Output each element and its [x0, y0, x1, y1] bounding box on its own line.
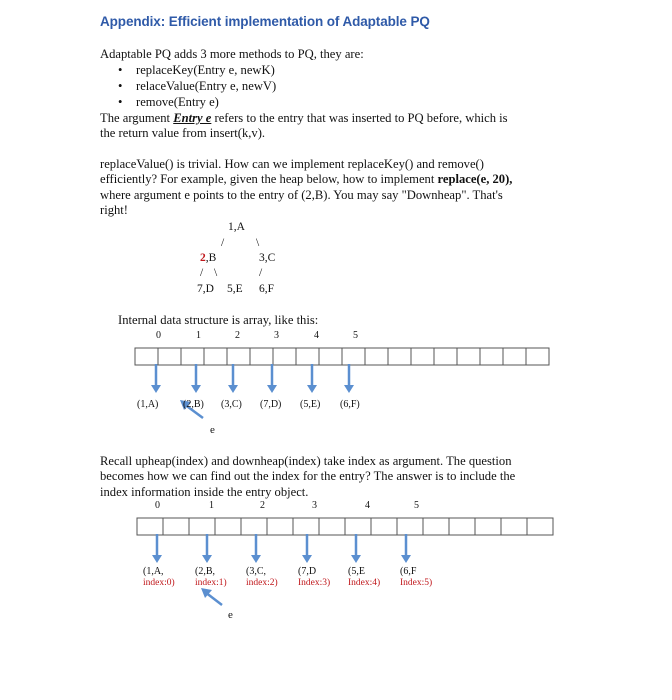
question-line-2-pre: efficiently? For example, given the heap below, how to implement — [100, 172, 438, 186]
diagram1-index-3: 3 — [274, 330, 279, 341]
diagram1-cell — [158, 348, 181, 365]
diagram1-index-4: 4 — [314, 330, 319, 341]
diagram1-cell — [319, 348, 342, 365]
diagram2-arrowhead-2 — [251, 555, 261, 563]
diagram1-arrowhead-2 — [228, 385, 238, 393]
tree-node-left-key: 2 — [200, 252, 206, 264]
argument-pre: The argument — [100, 111, 174, 125]
diagram1-index-5: 5 — [353, 330, 358, 341]
diagram1-caption: Internal data structure is array, like this: — [118, 313, 319, 327]
tree-edge-left-left: / — [200, 267, 204, 279]
tree-root: 1,A — [228, 221, 245, 233]
diagram1-index-2: 2 — [235, 330, 240, 341]
diagram1-arrowhead-5 — [344, 385, 354, 393]
diagram2-cell — [449, 518, 475, 535]
diagram1-entry-5: (6,F) — [340, 399, 360, 410]
diagram1-cell — [434, 348, 457, 365]
diagram1-entry-0: (1,A) — [137, 399, 159, 410]
diagram2-index-label-3: Index:3) — [298, 578, 331, 588]
recall-line-2: becomes how we can find out the index for the entry? The answer is to include the — [100, 469, 516, 483]
diagram2-index-label-5: Index:5) — [400, 578, 433, 588]
diagram2-entry-0: (1,A, — [143, 566, 164, 577]
diagram2-cell — [189, 518, 215, 535]
diagram1-entry-2: (3,C) — [221, 399, 242, 410]
diagram1-cell — [135, 348, 158, 365]
recall-line-1: Recall upheap(index) and downheap(index) take index as argument. The question — [100, 454, 512, 468]
diagram2-pointer-label: e — [228, 609, 233, 621]
diagram2-entry-4: (5,E — [348, 566, 365, 577]
method-item-2: • relaceValue(Entry e, newV) — [118, 79, 277, 93]
diagram2-entry-5: (6,F — [400, 566, 417, 577]
diagram1-cell — [204, 348, 227, 365]
method-item-1: • replaceKey(Entry e, newK) — [118, 63, 275, 77]
question-replace-call: replace(e, 20), — [437, 172, 513, 186]
diagram2-index-label-2: index:2) — [246, 578, 278, 588]
tree-node-lr: 5,E — [227, 283, 243, 295]
diagram1-entry-1: (2,B) — [183, 399, 204, 410]
diagram2-cell — [475, 518, 501, 535]
diagram1-cell — [388, 348, 411, 365]
diagram1-arrowhead-4 — [307, 385, 317, 393]
diagram1-index-0: 0 — [156, 330, 161, 341]
diagram1-cell — [250, 348, 273, 365]
intro-text: Adaptable PQ adds 3 more methods to PQ, they are: — [100, 47, 364, 61]
diagram1-pointer-label: e — [210, 424, 215, 436]
diagram2-cell — [267, 518, 293, 535]
diagram2-index-1: 1 — [209, 500, 214, 511]
diagram2-array-cells — [137, 518, 553, 535]
diagram1-array-cells — [135, 348, 549, 365]
diagram2-cell — [371, 518, 397, 535]
question-line-3: where argument e points to the entry of (2,B). You may say "Downheap". That's — [100, 188, 503, 202]
diagram2-entry-1: (2,B, — [195, 566, 215, 577]
tree-node-left-value: ,B — [205, 252, 217, 264]
diagram1-cell — [227, 348, 250, 365]
tree-edge-right-left: / — [259, 267, 263, 279]
diagram2-arrowhead-0 — [152, 555, 162, 563]
diagram2-cell — [397, 518, 423, 535]
tree-edge-left-right: \ — [214, 267, 218, 279]
diagram1-arrowhead-0 — [151, 385, 161, 393]
diagram2-index-2: 2 — [260, 500, 265, 511]
diagram2-index-5: 5 — [414, 500, 419, 511]
diagram2-index-label-1: index:1) — [195, 578, 227, 588]
argument-entry-term: Entry e — [173, 111, 212, 125]
diagram2-cell — [319, 518, 345, 535]
diagram1-cell — [273, 348, 296, 365]
diagram2-index-0: 0 — [155, 500, 160, 511]
diagram2-arrowhead-4 — [351, 555, 361, 563]
recall-line-3: index information inside the entry object. — [100, 485, 309, 499]
method-label-3: remove(Entry e) — [136, 95, 219, 109]
diagram1-cell — [342, 348, 365, 365]
argument-post: refers to the entry that was inserted to PQ before, which is — [211, 111, 508, 125]
diagram1-index-1: 1 — [196, 330, 201, 341]
tree-edge-root-right: \ — [256, 237, 260, 249]
diagram1-cell — [503, 348, 526, 365]
tree-node-rl: 6,F — [259, 283, 275, 295]
diagram2-index-label-4: Index:4) — [348, 578, 381, 588]
diagram2-cell — [527, 518, 553, 535]
method-label-2: relaceValue(Entry e, newV) — [136, 79, 277, 93]
diagram1-cell — [526, 348, 549, 365]
page-heading: Appendix: Efficient implementation of Adaptable PQ — [100, 14, 430, 29]
question-line-1: replaceValue() is trivial. How can we implement replaceKey() and remove() — [100, 157, 484, 171]
diagram1-cell — [296, 348, 319, 365]
diagram2-cell — [423, 518, 449, 535]
diagram2-entry-2: (3,C, — [246, 566, 266, 577]
diagram1-cell — [411, 348, 434, 365]
diagram2-arrows — [152, 534, 411, 563]
diagram2-arrowhead-3 — [302, 555, 312, 563]
diagram1-cell — [181, 348, 204, 365]
diagram2-cell — [215, 518, 241, 535]
diagram2-cell — [137, 518, 163, 535]
diagram2-index-label-0: index:0) — [143, 578, 175, 588]
diagram2-cell — [163, 518, 189, 535]
method-item-3: • remove(Entry e) — [118, 95, 219, 109]
diagram2-entry-3: (7,D — [298, 566, 317, 577]
tree-edge-root-left: / — [221, 237, 225, 249]
diagram2-arrowhead-1 — [202, 555, 212, 563]
diagram2-index-3: 3 — [312, 500, 317, 511]
diagram1-entry-3: (7,D) — [260, 399, 282, 410]
diagram1-arrows — [151, 364, 354, 393]
argument-line-2: the return value from insert(k,v). — [100, 126, 266, 140]
diagram2-arrowhead-5 — [401, 555, 411, 563]
question-line-4: right! — [100, 203, 128, 217]
tree-node-ll: 7,D — [197, 283, 214, 295]
diagram2-cell — [293, 518, 319, 535]
diagram1-arrowhead-3 — [267, 385, 277, 393]
diagram1-cell — [457, 348, 480, 365]
tree-node-right: 3,C — [259, 252, 276, 264]
diagram2-cell — [501, 518, 527, 535]
diagram2-cell — [241, 518, 267, 535]
diagram2-index-4: 4 — [365, 500, 370, 511]
diagram2-cell — [345, 518, 371, 535]
diagram1-cell — [365, 348, 388, 365]
diagram1-entry-4: (5,E) — [300, 399, 321, 410]
diagram1-cell — [480, 348, 503, 365]
method-label-1: replaceKey(Entry e, newK) — [136, 63, 275, 77]
diagram1-arrowhead-1 — [191, 385, 201, 393]
